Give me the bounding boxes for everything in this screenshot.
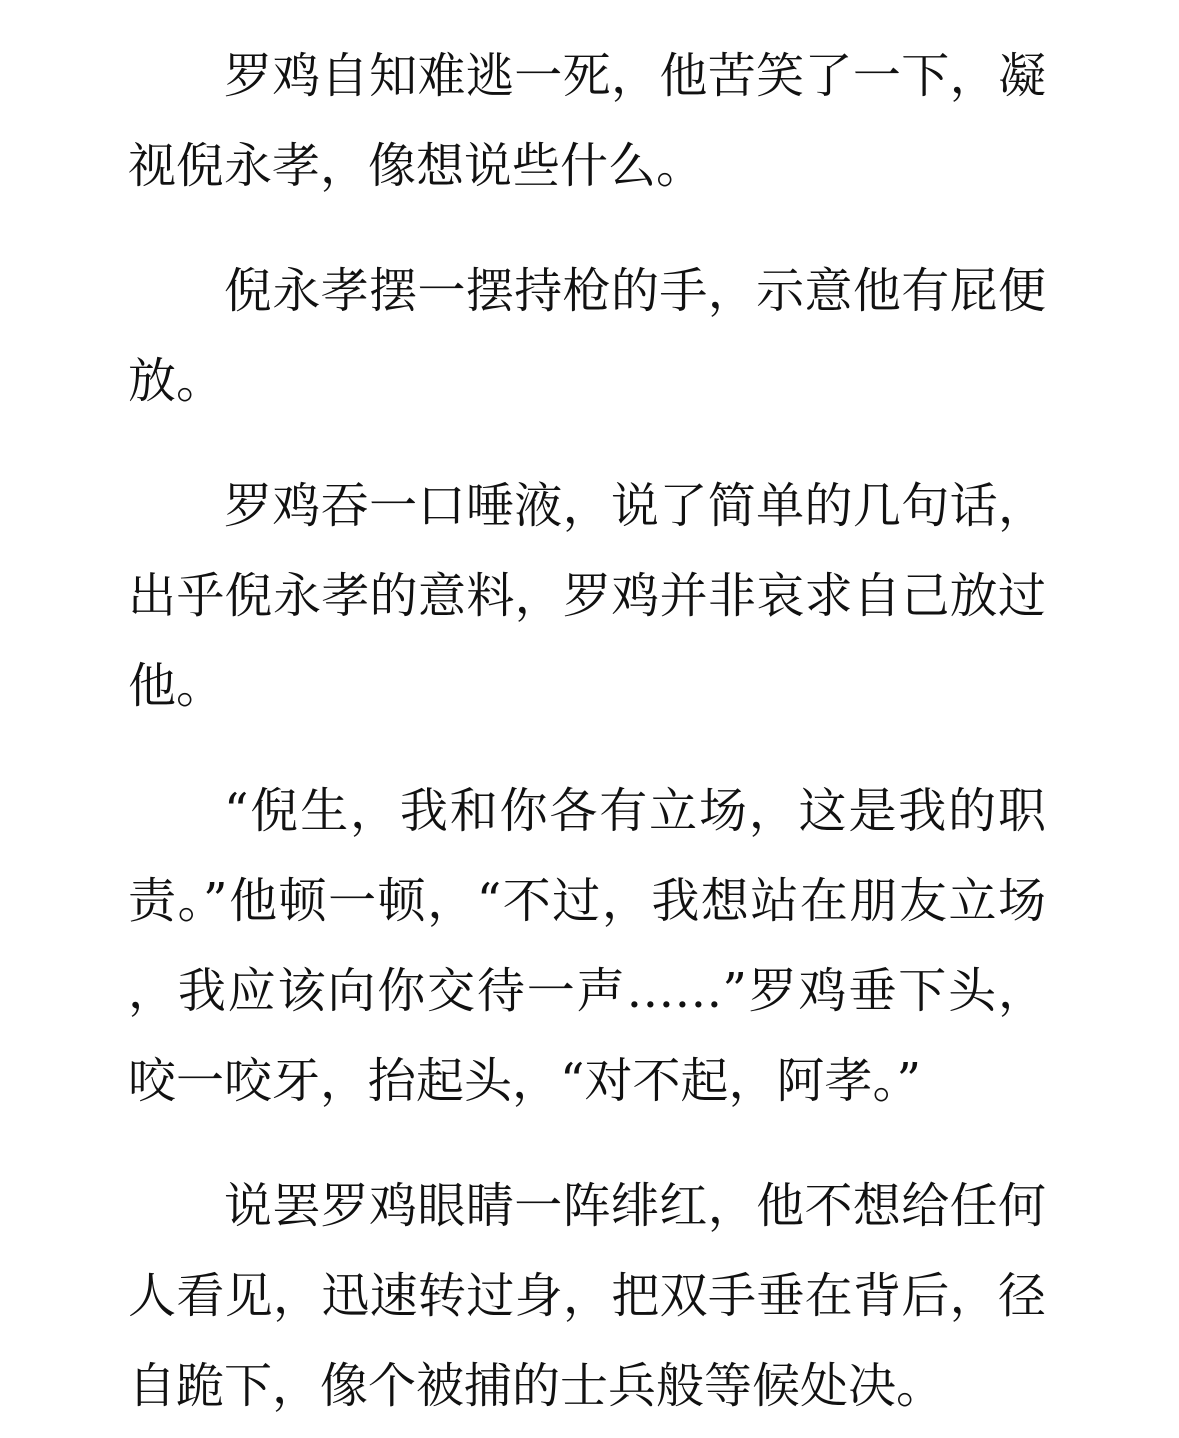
document-page (128, 31, 1046, 1431)
paragraph-4: “倪生，我和你各有立场，这是我的职责。”他顿一顿，“不过，我想站在朋友立场，我应该向你交待一声……”罗鸡垂下头，咬一咬牙，抬起头，“对不起，阿孝。” (128, 783, 1046, 1109)
paragraph-5: 说罢罗鸡眼睛一阵绯红，他不想给任何人看见，迅速转过身，把双手垂在背后，径自跪下，像个被捕的士兵般等候处决。 (128, 1178, 1046, 1414)
paragraph-1: 罗鸡自知难逃一死，他苦笑了一下，凝视倪永孝，像想说些什么。 (128, 48, 1046, 194)
paragraph-2: 倪永孝摆一摆持枪的手，示意他有屁便放。 (128, 263, 1046, 409)
paragraph-3: 罗鸡吞一口唾液，说了简单的几句话，出乎倪永孝的意料，罗鸡并非哀求自己放过他。 (128, 478, 1046, 714)
